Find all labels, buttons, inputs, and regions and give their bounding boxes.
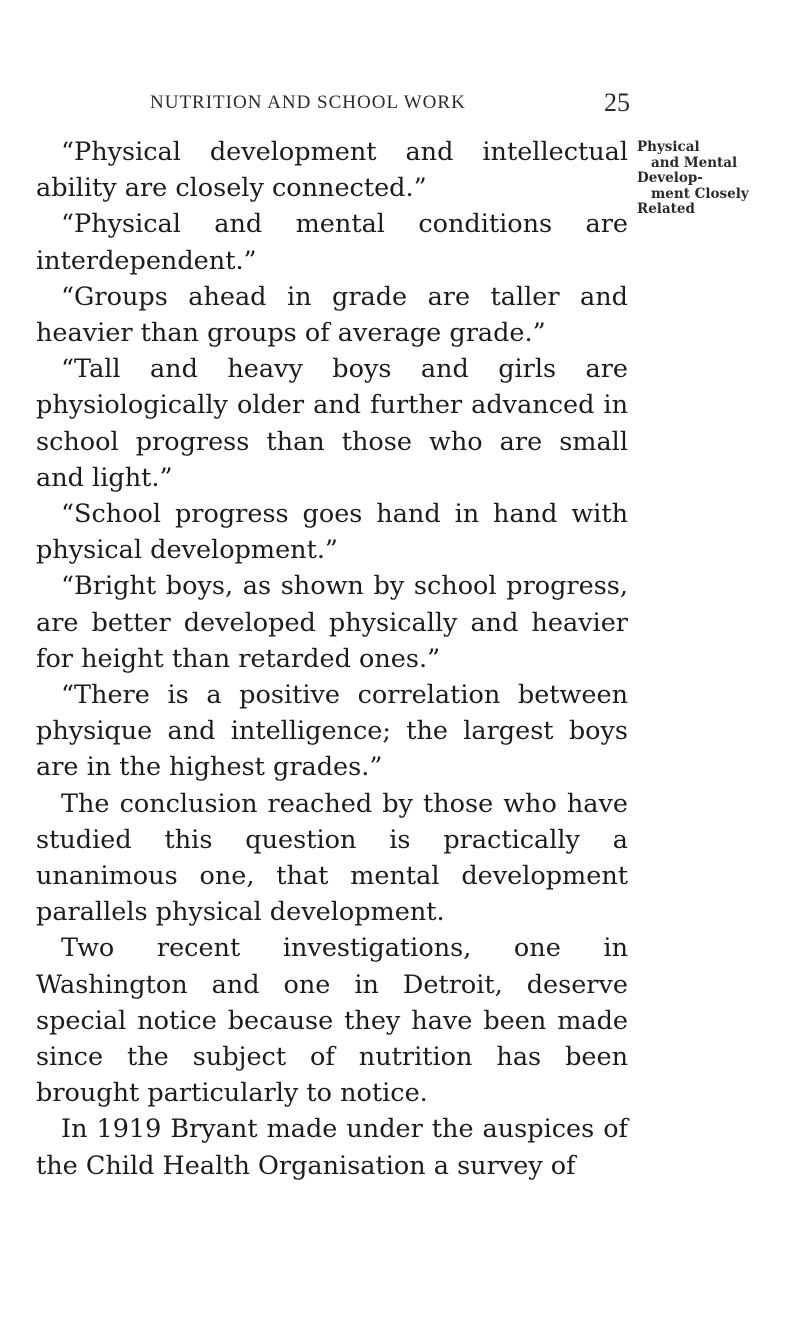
running-head: NUTRITION AND SCHOOL WORK [150, 92, 466, 113]
quote-paragraph-2: “Physical and mental conditions are interdependent.” [36, 209, 628, 276]
investigations-paragraph: Two recent investigations, one in Washington and one in Detroit, deserve special notice because they have been made since the subject of nutrition has been brought particularly to notice. [36, 933, 628, 1109]
sidenote-line: ment Closely [651, 185, 749, 202]
sidenote-line: and Mental [651, 154, 738, 171]
body-text [36, 134, 628, 1184]
sidenote-line: Physical [637, 139, 700, 155]
margin-sidenote [637, 140, 797, 218]
quote-paragraph-1: “Physical development and intellectual ability are closely connected.” [36, 137, 628, 204]
bryant-paragraph: In 1919 Bryant made under the auspices of the Child Health Organisation a survey of [36, 1114, 628, 1181]
quote-paragraph-3: “Groups ahead in grade are taller and heavier than groups of average grade.” [36, 281, 628, 349]
conclusion-paragraph: The conclusion reached by those who have studied this question is practically a unanimous one, that mental development parallels physical development. [36, 788, 628, 928]
quote-paragraph-5: “School progress goes hand in hand with physical development.” [36, 499, 628, 566]
quote-paragraph-7: “There is a positive correlation between physique and intelligence; the largest boys are in the highest grades.” [36, 680, 628, 783]
quote-paragraph-4: “Tall and heavy boys and girls are physiologically older and further advanced in school progress than those who are small and light.” [36, 354, 628, 493]
page-number: 25 [604, 88, 630, 117]
page-header [150, 88, 630, 122]
sidenote-line: Related [637, 201, 695, 217]
sidenote-line: Develop- [637, 170, 703, 186]
quote-paragraph-6: “Bright boys, as shown by school progress, are better developed physically and heavier for height than retarded ones.” [36, 571, 628, 674]
